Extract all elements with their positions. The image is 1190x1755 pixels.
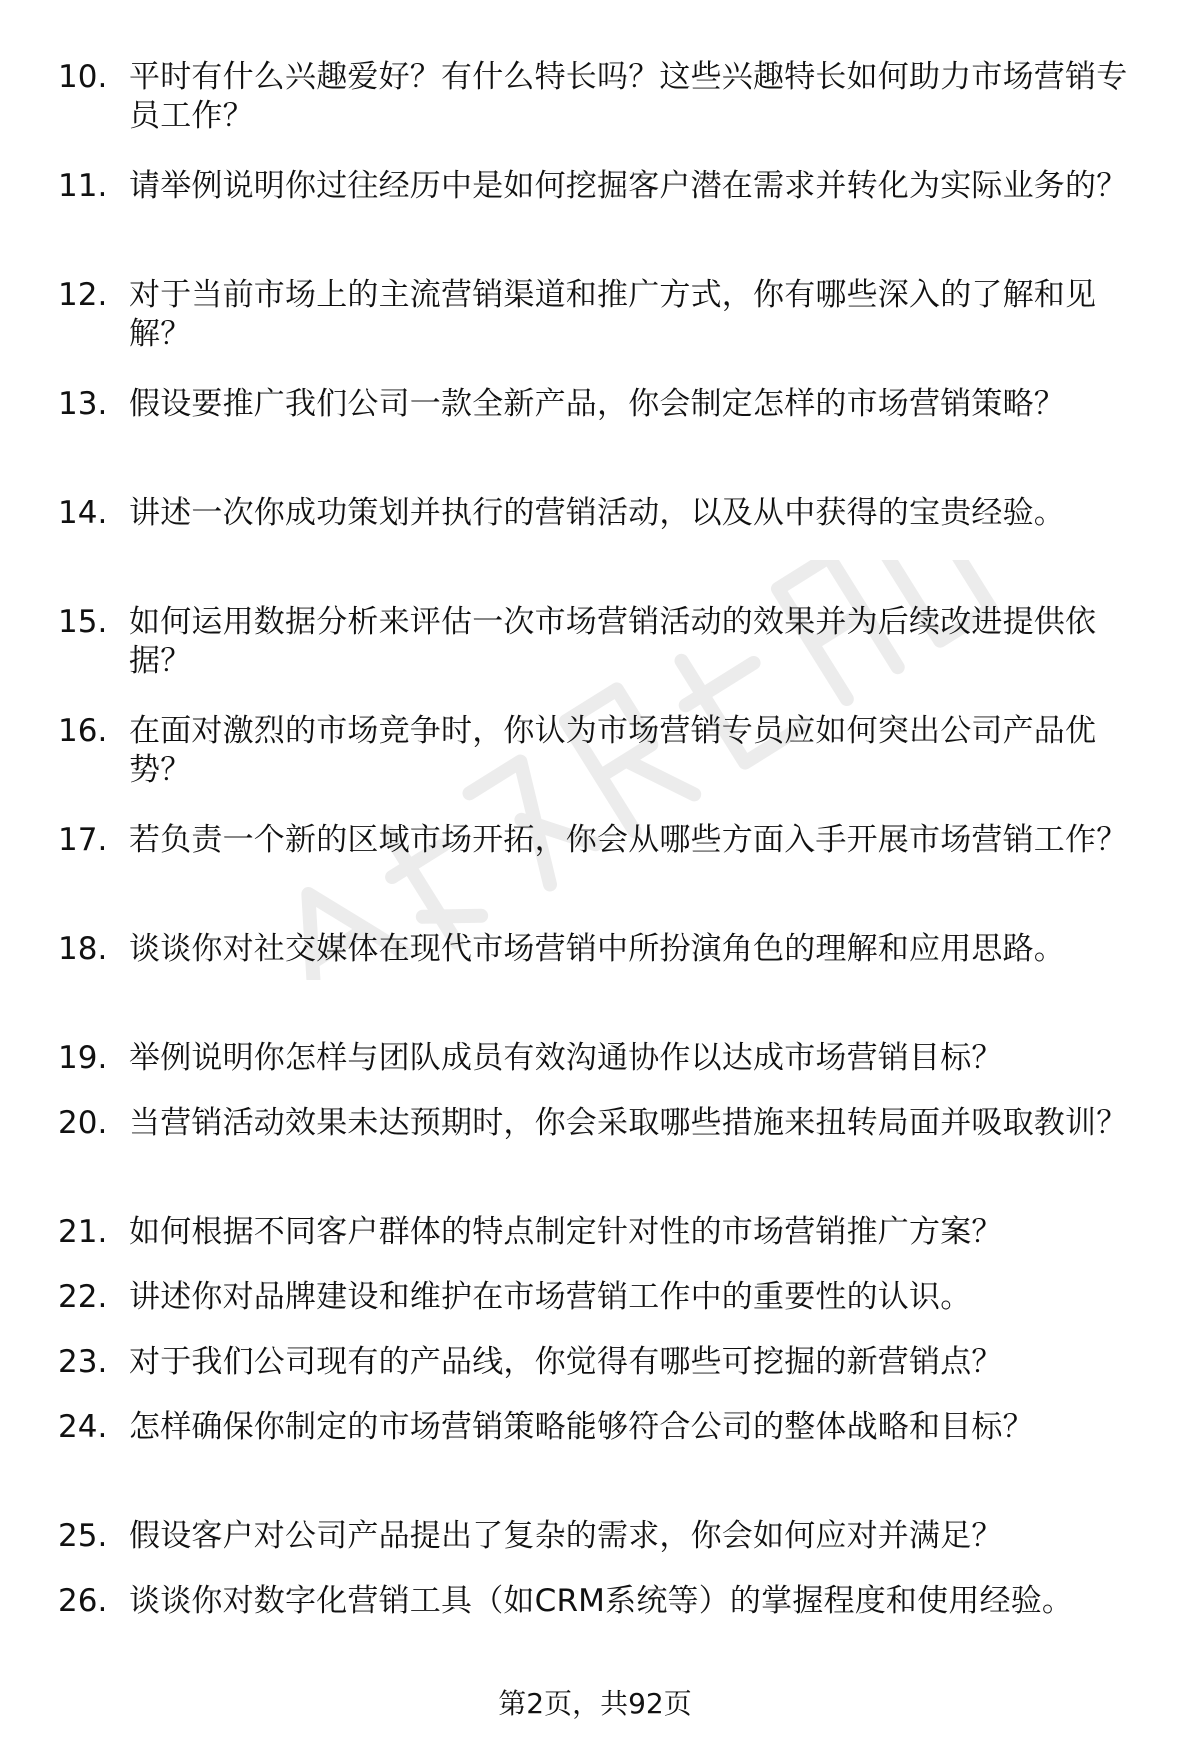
question-number: 15.	[58, 604, 108, 640]
page-number-footer: 第2页，共92页	[498, 1687, 692, 1720]
question-number: 13.	[58, 386, 108, 422]
question-item	[0, 930, 1190, 1006]
question-text: 对于我们公司现有的产品线，你觉得有哪些可挖掘的新营销点？	[129, 1344, 1003, 1380]
question-text: 假设要推广我们公司一款全新产品，你会制定怎样的市场营销策略？	[129, 386, 1065, 422]
question-text: 平时有什么兴趣爱好？有什么特长吗？这些兴趣特长如何助力市场营销专员工作？	[129, 59, 1128, 134]
question-text: 如何根据不同客户群体的特点制定针对性的市场营销推广方案？	[129, 1214, 1003, 1250]
question-text: 当营销活动效果未达预期时，你会采取哪些措施来扭转局面并吸取教训？	[129, 1105, 1128, 1141]
question-number: 18.	[58, 931, 108, 967]
question-item	[0, 1517, 1190, 1555]
question-item	[0, 1582, 1190, 1658]
question-number: 22.	[58, 1279, 108, 1315]
question-number: 10.	[58, 59, 108, 95]
question-text: 讲述一次你成功策划并执行的营销活动，以及从中获得的宝贵经验。	[129, 495, 1065, 531]
question-text: 讲述你对品牌建设和维护在市场营销工作中的重要性的认识。	[129, 1279, 972, 1315]
question-number: 25.	[58, 1518, 108, 1554]
question-item	[0, 712, 1190, 788]
question-text: 举例说明你怎样与团队成员有效沟通协作以达成市场营销目标？	[129, 1040, 1003, 1076]
question-number: 26.	[58, 1583, 108, 1619]
question-number: 17.	[58, 822, 108, 858]
question-text: 在面对激烈的市场竞争时，你认为市场营销专员应如何突出公司产品优势？	[129, 713, 1097, 788]
question-item	[0, 167, 1190, 243]
question-number: 16.	[58, 713, 108, 749]
question-text: 假设客户对公司产品提出了复杂的需求，你会如何应对并满足？	[129, 1518, 1003, 1554]
question-text: 谈谈你对社交媒体在现代市场营销中所扮演角色的理解和应用思路。	[129, 931, 1065, 967]
question-number: 14.	[58, 495, 108, 531]
question-text: 如何运用数据分析来评估一次市场营销活动的效果并为后续改进提供依据？	[129, 604, 1097, 679]
question-item	[0, 1343, 1190, 1381]
question-item	[0, 1408, 1190, 1484]
question-text: 请举例说明你过往经历中是如何挖掘客户潜在需求并转化为实际业务的？	[129, 168, 1128, 204]
question-item	[0, 385, 1190, 461]
question-item	[0, 1039, 1190, 1077]
question-number: 23.	[58, 1344, 108, 1380]
question-item	[0, 1213, 1190, 1251]
question-text: 谈谈你对数字化营销工具（如CRM系统等）的掌握程度和使用经验。	[129, 1583, 1074, 1619]
question-item	[0, 1278, 1190, 1316]
question-number: 19.	[58, 1040, 108, 1076]
question-item	[0, 603, 1190, 679]
question-item	[0, 494, 1190, 570]
question-number: 11.	[58, 168, 108, 204]
question-text: 怎样确保你制定的市场营销策略能够符合公司的整体战略和目标？	[129, 1409, 1034, 1445]
question-number: 12.	[58, 277, 108, 313]
question-list	[0, 58, 1190, 1691]
question-item	[0, 58, 1190, 134]
question-text: 对于当前市场上的主流营销渠道和推广方式，你有哪些深入的了解和见解？	[129, 277, 1097, 352]
question-number: 24.	[58, 1409, 108, 1445]
question-text: 若负责一个新的区域市场开拓，你会从哪些方面入手开展市场营销工作？	[129, 822, 1128, 858]
question-number: 21.	[58, 1214, 108, 1250]
question-item	[0, 1104, 1190, 1180]
question-item	[0, 276, 1190, 352]
question-item	[0, 821, 1190, 897]
question-number: 20.	[58, 1105, 108, 1141]
